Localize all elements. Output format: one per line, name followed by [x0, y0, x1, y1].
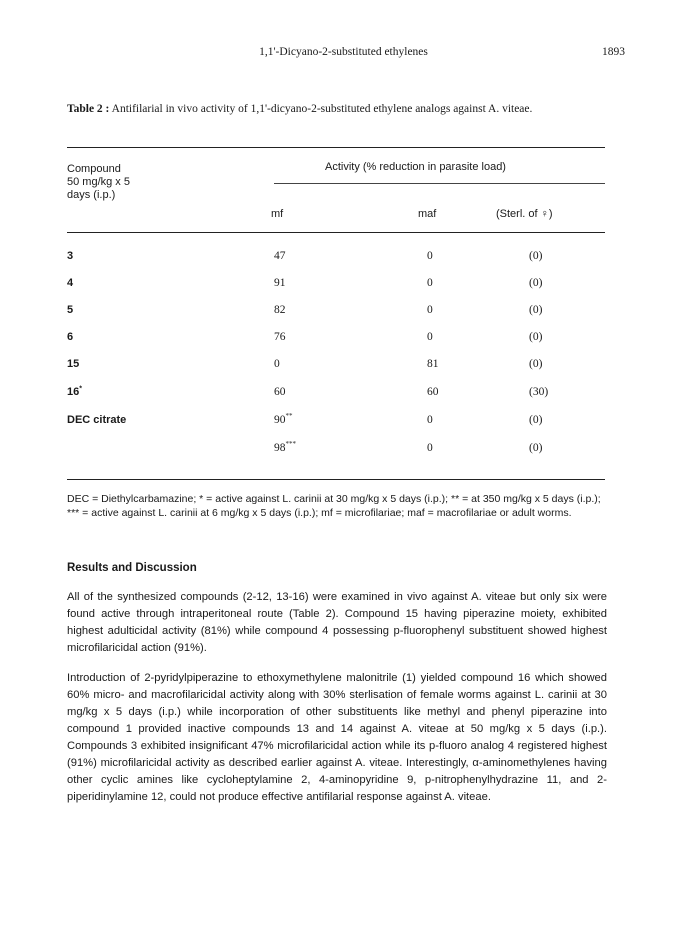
compound-cell: 6 [67, 331, 74, 343]
maf-cell: 81 [427, 358, 439, 370]
sterl-cell: (0) [529, 331, 543, 343]
table-footnote: DEC = Diethylcarbamazine; * = active against L. carinii at 30 mg/kg x 5 days (i.p.); ** = at 350 mg/kg x 5 days (i.p.); *** = active against L. carinii at 6 mg/kg x 5 days (i.p.); mf = microfilariae; maf = macrofilariae or adult worms. [67, 493, 601, 519]
maf-cell: 0 [427, 442, 433, 454]
compound-cell: DEC citrate [67, 414, 127, 426]
mf-cell: 76 [274, 331, 286, 343]
sterl-cell: (30) [529, 386, 549, 398]
activity-subrule [274, 183, 605, 184]
maf-cell: 0 [427, 304, 433, 316]
compound-header-line: Compound [67, 163, 121, 175]
table-row [67, 250, 605, 266]
table-label: Table 2 : [67, 103, 110, 115]
sub-header-sterl: (Sterl. of ♀) [496, 208, 553, 220]
compound-header-line: 50 mg/kg x 5 [67, 176, 130, 188]
table-row [67, 331, 605, 347]
table-row [67, 414, 605, 430]
column-header-activity: Activity (% reduction in parasite load) [325, 161, 506, 173]
sub-header-maf: maf [418, 208, 437, 220]
body-paragraph: All of the synthesized compounds (2-12, 13-16) were examined in vivo against A. viteae but only six were found active through intraperitoneal route (Table 2). Compound 15 having piperazine moiety, exhibited highest adulticidal activity (81%) while compound 4 possessing p-fluorophenyl substituent showed highest microfilaricidal action (91%). [67, 591, 607, 654]
maf-cell: 0 [427, 250, 433, 262]
sterl-cell: (0) [529, 277, 543, 289]
sub-header-mf: mf [271, 208, 284, 220]
compound-cell: 5 [67, 304, 74, 316]
table-row [67, 386, 605, 402]
table-row [67, 442, 605, 458]
section-heading: Results and Discussion [67, 562, 197, 574]
table-row [67, 358, 605, 374]
mf-cell: 90** [274, 412, 293, 426]
body-paragraph: Introduction of 2-pyridylpiperazine to ethoxymethylene malonitrile (1) yielded compound 16 which showed 60% micro- and macrofilaricidal activity along with 30% sterlisation of female worms against L. carinii at 30 mg/kg x 5 days (i.p.) while incorporation of other substituents like methyl and phenyl piperazine into compound 1 provided inactive compounds 13 and 14 against A. viteae at 50 mg/kg x 5 days (i.p.). Compounds 3 exhibited insignificant 47% microfilaricidal action while its p-fluoro analog 4 registered highest (91%) microfilaricidal activity as described earlier against A. viteae. Interestingly, α-aminomethylenes having other cyclic amines like cycloheptylamine 2, 4-aminopyridine 9, p-nitrophenylhydrazine 11, and 2-piperidinylamine 12, could not produce effective antifilarial response against A. viteae. [67, 672, 607, 803]
running-title: 1,1'-Dicyano-2-substituted ethylenes [259, 46, 428, 58]
table-row [67, 304, 605, 320]
sterl-cell: (0) [529, 304, 543, 316]
sterl-cell: (0) [529, 442, 543, 454]
table-header-rule [67, 232, 605, 233]
maf-cell: 60 [427, 386, 439, 398]
table-caption [67, 100, 607, 118]
running-head [0, 46, 687, 62]
mf-cell: 91 [274, 277, 286, 289]
column-header-compound [67, 163, 217, 202]
table-row [67, 277, 605, 293]
compound-cell: 15 [67, 358, 80, 370]
table-bottom-rule [67, 479, 605, 480]
mf-cell: 82 [274, 304, 286, 316]
maf-cell: 0 [427, 414, 433, 426]
maf-cell: 0 [427, 331, 433, 343]
mf-cell: 0 [274, 358, 280, 370]
compound-header-line: days (i.p.) [67, 189, 116, 201]
sterl-cell: (0) [529, 250, 543, 262]
compound-cell: 3 [67, 250, 74, 262]
compound-cell: 4 [67, 277, 74, 289]
maf-cell: 0 [427, 277, 433, 289]
table-top-rule [67, 147, 605, 148]
sterl-cell: (0) [529, 414, 543, 426]
mf-cell: 60 [274, 386, 286, 398]
mf-cell: 47 [274, 250, 286, 262]
table-caption-text: Antifilarial in vivo activity of 1,1'-dicyano-2-substituted ethylene analogs against A. viteae. [111, 103, 533, 115]
mf-cell: 98*** [274, 440, 296, 454]
page-number: 1893 [602, 46, 625, 58]
sterl-cell: (0) [529, 358, 543, 370]
compound-cell: 16* [67, 385, 82, 398]
